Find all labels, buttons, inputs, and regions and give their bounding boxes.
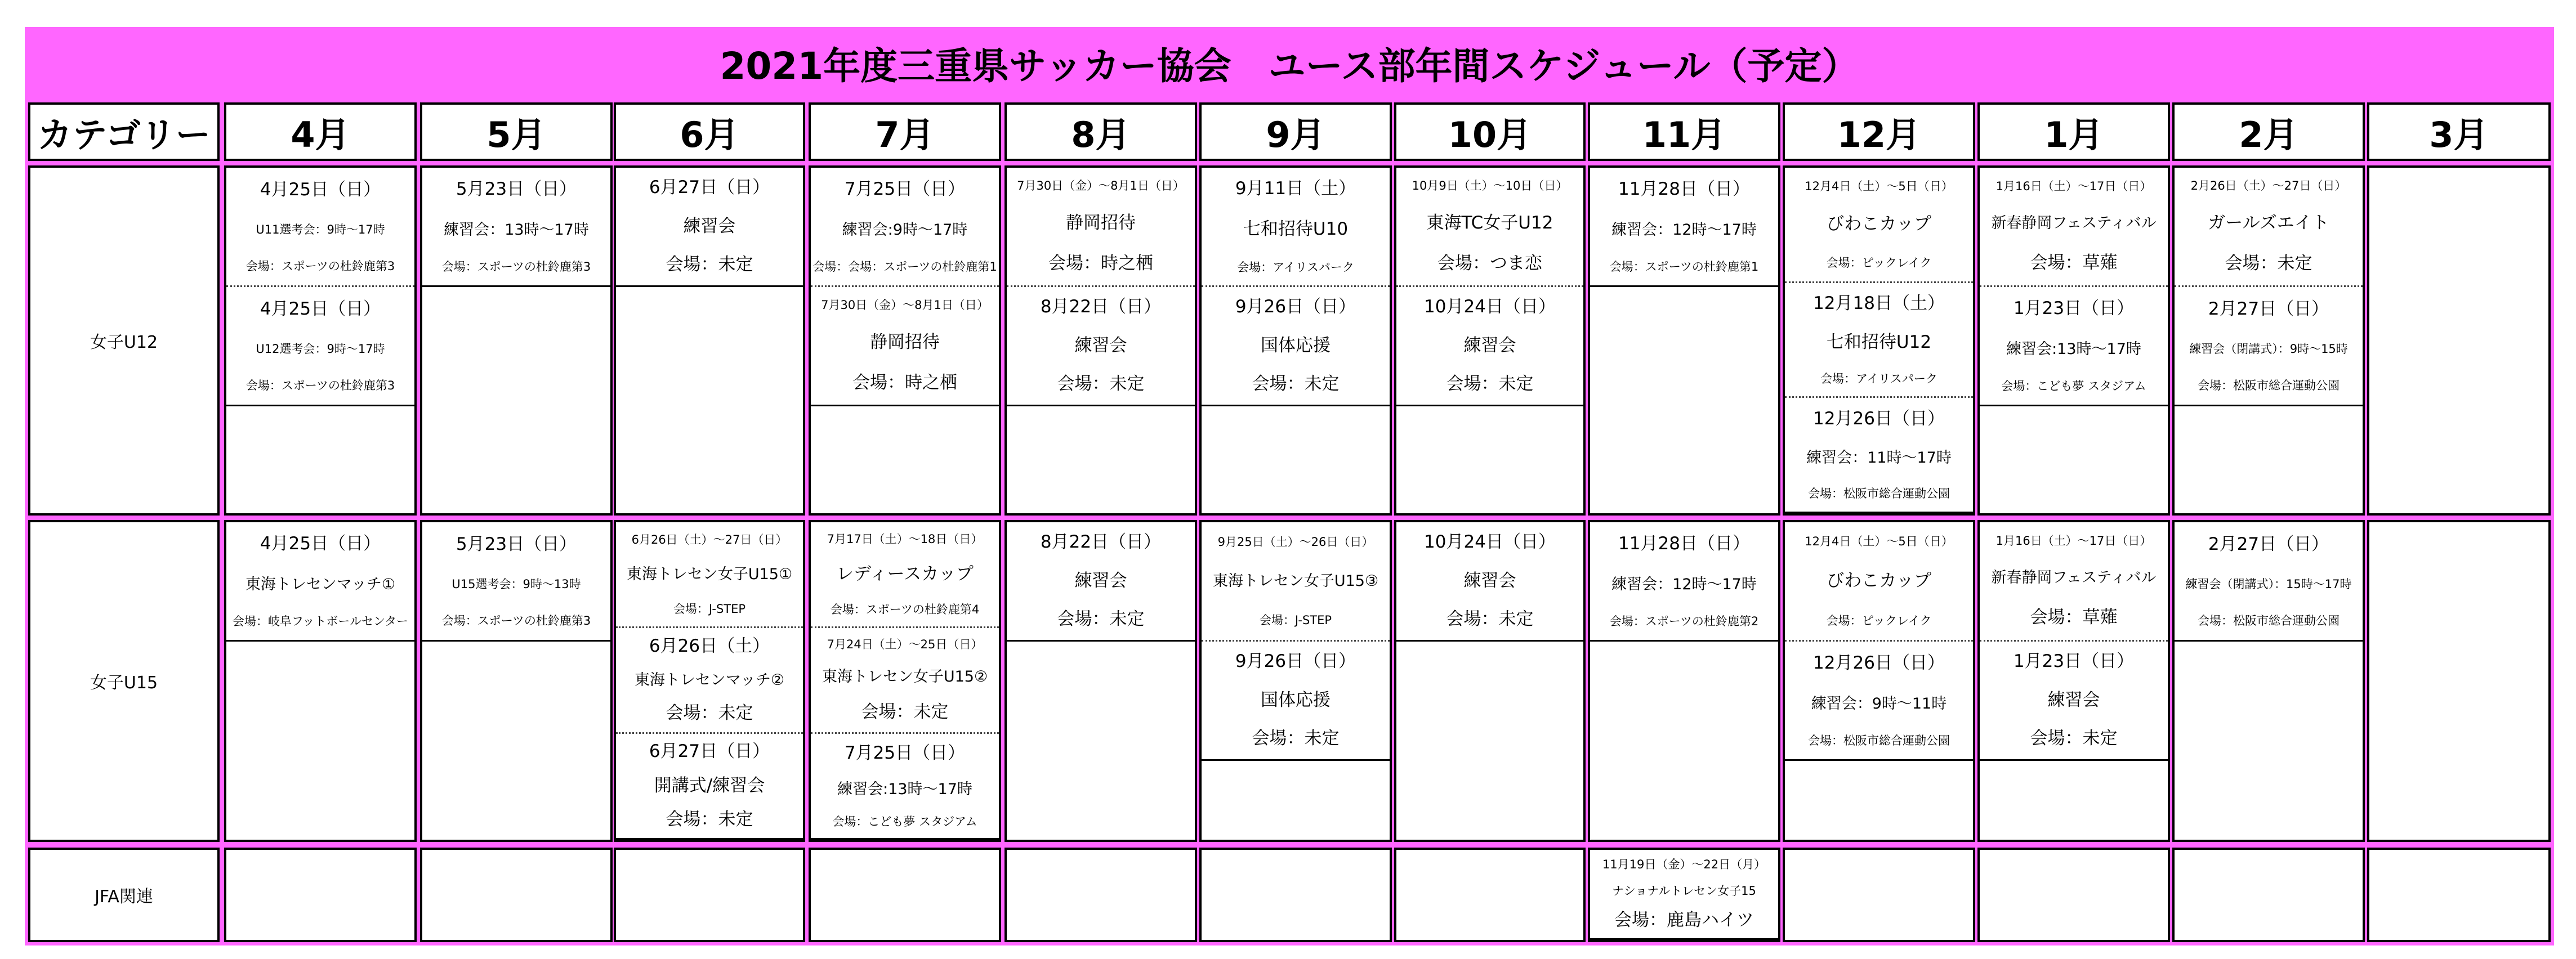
schedule-cell (420, 165, 613, 516)
event-venue: 会場：スポーツの杜鈴鹿第3 (441, 259, 591, 274)
event-detail: 練習会 (2047, 690, 2100, 710)
schedule-cell (1394, 848, 1586, 942)
event-detail: U15選考会：9時〜13時 (452, 577, 581, 591)
month-header: 11月 (1588, 102, 1780, 161)
month-header: 7月 (809, 102, 1001, 161)
event-venue: 会場：未定 (666, 255, 753, 275)
schedule-event (226, 168, 414, 287)
schedule-event (1980, 168, 2168, 287)
event-detail: ナショナルトレセン女子15 (1612, 884, 1756, 898)
schedule-event (1007, 522, 1195, 642)
schedule-cell (1783, 848, 1975, 942)
schedule-cell (809, 848, 1001, 942)
event-venue: 会場：スポーツの杜鈴鹿第3 (245, 259, 395, 273)
event-detail: 練習会 (1074, 571, 1127, 591)
schedule-cell (809, 165, 1001, 516)
event-venue: 会場：未定 (1446, 610, 1534, 629)
event-date: 2月27日（日） (2208, 299, 2329, 320)
event-venue: 会場：未定 (666, 703, 753, 724)
event-detail: 練習会：11時〜17時 (1806, 449, 1952, 467)
event-date: 12月18日（土） (1813, 293, 1945, 313)
schedule-event (1202, 522, 1390, 642)
event-date: 2月27日（日） (2208, 535, 2329, 555)
schedule-cell (2172, 520, 2365, 842)
event-detail: U12選考会：9時〜17時 (256, 342, 385, 356)
event-venue: 会場：松阪市総合運動公園 (2198, 613, 2340, 628)
event-date: 10月24日（日） (1424, 297, 1556, 317)
schedule-cell (1977, 520, 2170, 842)
schedule-event (811, 522, 999, 628)
event-venue: 会場：J-STEP (673, 602, 746, 616)
schedule-event (2175, 522, 2363, 642)
event-date: 10月9日（土）〜10日（日） (1412, 179, 1568, 193)
event-date: 6月26日（土）〜27日（日） (631, 532, 788, 546)
schedule-event (2175, 168, 2363, 287)
event-venue: 会場：こども夢 スタジアム (832, 814, 977, 828)
event-venue: 会場：松阪市総合運動公園 (2198, 378, 2340, 392)
schedule-cell (224, 848, 417, 942)
event-venue: 会場：岐阜フットボールセンター (232, 614, 409, 628)
event-detail: 開講式/練習会 (654, 776, 765, 796)
schedule-event (1785, 398, 1973, 513)
event-detail: 新春静岡フェスティバル (1991, 569, 2157, 587)
event-detail: 練習会：12時〜17時 (1611, 221, 1757, 239)
event-venue: 会場：つま恋 (1437, 254, 1542, 274)
schedule-event (1396, 287, 1583, 406)
event-detail: 東海TC女子U12 (1426, 213, 1553, 233)
event-detail: レディースカップ (836, 564, 974, 584)
month-header: 6月 (614, 102, 805, 161)
schedule-event (1396, 168, 1583, 287)
event-date: 4月25日（日） (260, 534, 381, 554)
event-date: 11月28日（日） (1618, 180, 1750, 200)
event-date: 4月25日（日） (260, 180, 381, 200)
schedule-event (811, 628, 999, 734)
event-detail: 東海トレセン女子U15② (822, 668, 988, 686)
schedule-cell (2367, 165, 2551, 516)
event-venue: 会場：ピックレイク (1826, 613, 1932, 628)
event-date: 8月22日（日） (1040, 297, 1162, 317)
event-venue: 会場：草薙 (2030, 608, 2118, 628)
schedule-cell (614, 848, 805, 942)
event-date: 1月23日（日） (2013, 299, 2135, 319)
event-detail: ガールズエイト (2208, 213, 2329, 233)
event-date: 12月26日（日） (1813, 653, 1945, 674)
schedule-event (1202, 287, 1390, 406)
event-venue: 会場：未定 (1057, 374, 1145, 394)
month-header: 2月 (2172, 102, 2365, 161)
schedule-cell (2172, 848, 2365, 942)
event-venue: 会場：スポーツの杜鈴鹿第1 (1609, 259, 1759, 274)
event-venue: 会場：鹿島ハイツ (1614, 910, 1754, 930)
event-detail: 国体応援 (1261, 690, 1331, 710)
schedule-cell (1394, 520, 1586, 842)
event-venue: 会場：未定 (1252, 374, 1340, 394)
event-detail: 新春静岡フェスティバル (1991, 214, 2157, 232)
category-label: JFA関連 (28, 848, 220, 942)
event-date: 9月11日（土） (1235, 179, 1356, 199)
event-venue: 会場：J-STEP (1259, 613, 1332, 627)
event-detail: 練習会 (683, 216, 736, 236)
event-venue: 会場：松阪市総合運動公園 (1808, 487, 1950, 501)
schedule-event (1785, 283, 1973, 398)
event-date: 11月28日（日） (1618, 534, 1750, 554)
schedule-event (616, 168, 803, 287)
schedule-sheet (25, 27, 2554, 945)
schedule-cell (224, 165, 417, 516)
schedule-cell (420, 520, 613, 842)
category-label: 女子U12 (28, 165, 220, 516)
schedule-cell (1004, 520, 1197, 842)
schedule-cell (809, 520, 1001, 842)
schedule-event (1980, 642, 2168, 761)
event-detail: 静岡招待 (1066, 213, 1136, 233)
schedule-cell (1199, 165, 1392, 516)
month-header: 9月 (1199, 102, 1392, 161)
event-detail: U11選考会：9時〜17時 (256, 223, 385, 237)
event-date: 1月16日（土）〜17日（日） (1995, 534, 2152, 548)
event-detail: びわこカップ (1827, 571, 1931, 591)
event-venue: 会場：時之栖 (852, 373, 957, 393)
event-detail: 国体応援 (1261, 335, 1331, 356)
event-date: 7月24日（土）〜25日（日） (827, 638, 983, 652)
event-detail: びわこカップ (1827, 214, 1931, 234)
schedule-cell (1783, 520, 1975, 842)
schedule-event (1396, 522, 1583, 642)
schedule-event (2175, 287, 2363, 406)
event-venue: 会場：アイリスパーク (1237, 260, 1354, 274)
schedule-event (616, 628, 803, 734)
event-detail: 東海トレセン女子U15① (626, 565, 793, 583)
month-header: 1月 (1977, 102, 2170, 161)
event-detail: 練習会 (1074, 335, 1127, 356)
event-venue: 会場：未定 (1252, 729, 1340, 749)
schedule-event (811, 287, 999, 406)
month-header: 3月 (2367, 102, 2551, 161)
event-detail: 東海トレセンマッチ① (245, 575, 396, 593)
event-venue: 会場：ピックレイク (1826, 256, 1932, 270)
schedule-cell (1199, 848, 1392, 942)
schedule-event (422, 168, 610, 287)
schedule-event (811, 168, 999, 287)
schedule-event (1590, 522, 1778, 642)
event-venue: 会場：スポーツの杜鈴鹿第3 (441, 613, 591, 628)
event-detail: 練習会 (1463, 571, 1516, 591)
page-title: 2021年度三重県サッカー協会 ユース部年間スケジュール（予定） (720, 44, 1859, 88)
event-detail: 練習会:13時〜17時 (2006, 340, 2141, 358)
event-venue: 会場：未定 (666, 810, 753, 830)
month-header: 5月 (420, 102, 613, 161)
schedule-event (1590, 168, 1778, 287)
event-venue: 会場：スポーツの杜鈴鹿第3 (245, 378, 395, 392)
event-date: 12月4日（土）〜5日（日） (1805, 179, 1953, 193)
category-label: 女子U15 (28, 520, 220, 842)
schedule-event (226, 287, 414, 406)
schedule-cell (1394, 165, 1586, 516)
schedule-cell (614, 165, 805, 516)
event-date: 7月17日（土）〜18日（日） (827, 532, 983, 546)
schedule-cell (1977, 848, 2170, 942)
month-header: 10月 (1394, 102, 1586, 161)
schedule-event (1007, 168, 1195, 287)
event-date: 1月23日（日） (2013, 652, 2135, 672)
event-venue: 会場：未定 (2030, 729, 2118, 749)
event-venue: 会場：松阪市総合運動公園 (1808, 733, 1950, 747)
event-date: 12月4日（土）〜5日（日） (1805, 535, 1953, 549)
schedule-cell (1588, 520, 1780, 842)
event-date: 12月26日（日） (1813, 409, 1945, 429)
schedule-event (226, 522, 414, 642)
event-date: 10月24日（日） (1424, 532, 1556, 553)
event-date: 1月16日（土）〜17日（日） (1995, 180, 2152, 194)
event-date: 4月25日（日） (260, 299, 381, 320)
event-detail: 東海トレセンマッチ② (634, 671, 785, 689)
event-detail: 練習会：12時〜17時 (1611, 575, 1757, 593)
event-detail: 東海トレセン女子U15③ (1212, 572, 1379, 590)
schedule-cell (1588, 165, 1780, 516)
schedule-event (1785, 642, 1973, 761)
month-header: 8月 (1004, 102, 1197, 161)
event-date: 6月26日（土） (649, 637, 770, 657)
event-venue: 会場：未定 (861, 702, 949, 723)
event-date: 7月25日（日） (844, 743, 966, 764)
event-venue: 会場：スポーツの杜鈴鹿第4 (830, 602, 980, 616)
schedule-cell (1199, 520, 1392, 842)
event-detail: 七和招待U10 (1243, 219, 1349, 240)
event-date: 7月30日（金）〜8月1日（日） (821, 298, 989, 312)
schedule-cell (1588, 848, 1780, 942)
header-category: カテゴリー (28, 102, 220, 161)
event-venue: 会場：未定 (1446, 374, 1534, 394)
schedule-cell (614, 520, 805, 842)
month-header: 12月 (1783, 102, 1975, 161)
event-venue: 会場：時之栖 (1048, 254, 1153, 274)
schedule-event (1007, 287, 1195, 406)
event-date: 6月27日（日） (649, 742, 770, 762)
event-date: 5月23日（日） (456, 180, 577, 200)
event-detail: 練習会（閉講式）：15時〜17時 (2185, 577, 2352, 591)
event-detail: 七和招待U12 (1826, 333, 1932, 353)
schedule-event (1980, 522, 2168, 642)
event-venue: 会場：草薙 (2030, 253, 2118, 274)
event-date: 9月26日（日） (1235, 652, 1356, 672)
event-detail: 練習会：13時〜17時 (444, 221, 589, 239)
event-venue: 会場：未定 (1057, 610, 1145, 629)
event-detail: 練習会：9時〜11時 (1811, 694, 1947, 712)
event-detail: 練習会:13時〜17時 (837, 780, 972, 798)
schedule-event (811, 734, 999, 840)
schedule-cell (420, 848, 613, 942)
event-venue: 会場：スポーツの杜鈴鹿第2 (1609, 614, 1759, 628)
schedule-cell (1977, 165, 2170, 516)
schedule-cell (1783, 165, 1975, 516)
schedule-event (1785, 522, 1973, 642)
schedule-cell (224, 520, 417, 842)
schedule-cell (2367, 848, 2551, 942)
event-date: 9月26日（日） (1235, 297, 1356, 317)
event-date: 11月19日（金）〜22日（月） (1602, 857, 1766, 871)
event-venue: 会場：未定 (2225, 254, 2312, 274)
schedule-cell (2172, 165, 2365, 516)
schedule-event (422, 522, 610, 642)
schedule-event (616, 522, 803, 628)
event-detail: 静岡招待 (870, 332, 940, 352)
event-date: 5月23日（日） (456, 535, 577, 555)
event-date: 2月26日（土）〜27日（日） (2190, 179, 2347, 193)
schedule-event (616, 734, 803, 840)
month-header: 4月 (224, 102, 417, 161)
schedule-event (1590, 850, 1778, 940)
schedule-cell (1004, 165, 1197, 516)
event-venue: 会場：アイリスパーク (1820, 372, 1937, 386)
event-date: 6月27日（日） (649, 178, 770, 198)
event-venue: 会場：こども夢 スタジアム (2001, 379, 2146, 393)
schedule-event (1980, 287, 2168, 406)
schedule-cell (1004, 848, 1197, 942)
event-date: 8月22日（日） (1040, 532, 1162, 553)
event-detail: 練習会（閉講式）：9時〜15時 (2189, 342, 2348, 356)
event-venue: 会場：会場：スポーツの杜鈴鹿第1 (812, 259, 997, 274)
schedule-cell (2367, 520, 2551, 842)
schedule-event (1785, 168, 1973, 283)
event-detail: 練習会 (1463, 335, 1516, 356)
event-date: 9月25日（土）〜26日（日） (1217, 535, 1374, 549)
event-date: 7月25日（日） (844, 180, 966, 200)
schedule-event (1202, 642, 1390, 761)
event-detail: 練習会:9時〜17時 (842, 221, 968, 239)
event-date: 7月30日（金）〜8月1日（日） (1017, 179, 1185, 193)
schedule-event (1202, 168, 1390, 287)
